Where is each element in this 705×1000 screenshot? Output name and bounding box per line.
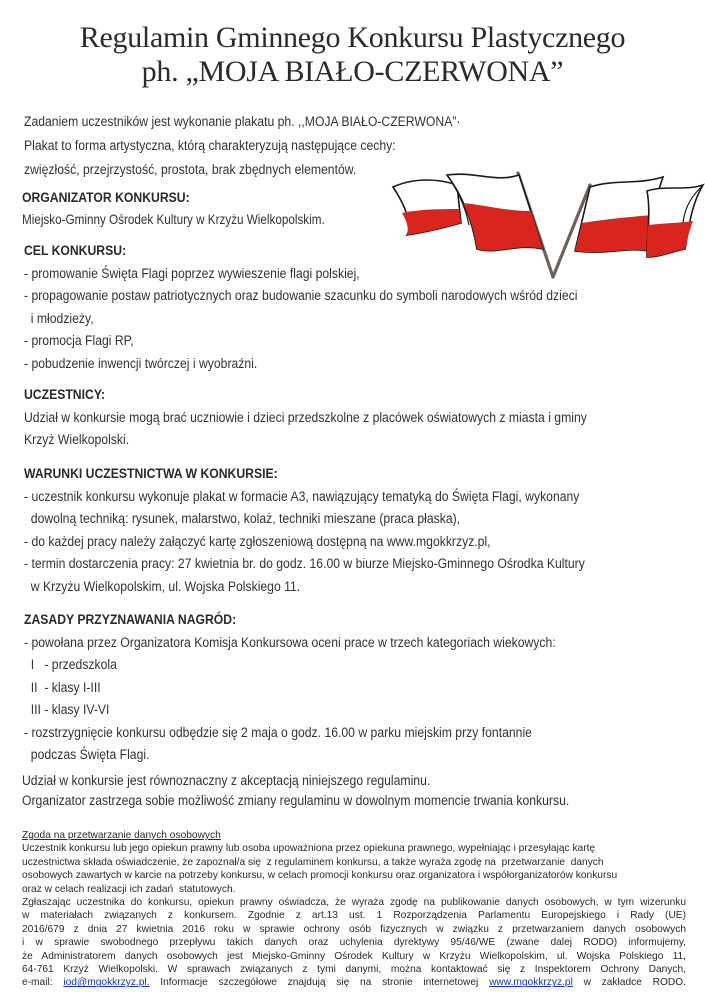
goals-item: - promocja Flagi RP, bbox=[24, 333, 134, 349]
website-link[interactable]: www.mgokkrzyz.pl bbox=[489, 977, 573, 989]
organizer-section bbox=[22, 187, 374, 231]
consent-paragraph-2 bbox=[22, 896, 686, 990]
goals-item: - propagowanie postaw patriotycznych oraz budowanie szacunku do symboli narodowych wśród dzieci bbox=[24, 288, 578, 304]
consent-line: 64-761 Krzyż Wielkopolski. W sprawach związanych z tymi danymi, można kontaktować się z Inspektorem Ochrony Danych, bbox=[22, 964, 686, 976]
consent-line: Uczestnik konkursu lub jego opiekun prawny lub osoba upoważniona przez opiekuna prawnego, wypełniając i przesyłając kartę bbox=[22, 843, 596, 855]
consent-line: Zgłaszając uczestnika do konkursu, opiekun prawny oświadcza, że wyraża zgodę na publikowanie danych osobowych, w tym wizerunku bbox=[22, 897, 686, 908]
awards-category: II - klasy I-III bbox=[24, 679, 101, 696]
closing-line: Organizator zastrzega sobie możliwość zmiany regulaminu w dowolnym momencie trwania konkursu. bbox=[22, 793, 570, 809]
document-title-line2: ph. „MOJA BIAŁO-CZERWONA” bbox=[141, 55, 564, 88]
document-title-line1: Regulamin Gminnego Konkursu Plastycznego bbox=[79, 21, 626, 54]
conditions-item: w Krzyżu Wielkopolskim, ul. Wojska Polskiego 11. bbox=[24, 578, 301, 595]
conditions-item: - termin dostarczenia pracy: 27 kwietnia br. do godz. 16.00 w biurze Miejsko-Gminnego Ośrodka Kultury bbox=[24, 556, 585, 572]
consent-line: w materiałach związanych z konkursem. Zgodnie z art.13 ust. 1 Rozporządzenia Parlamentu Europejskiego i Rady (UE) bbox=[22, 910, 686, 922]
organizer-text: Miejsko-Gminny Ośrodek Kultury w Krzyżu Wielkopolskim. bbox=[22, 212, 325, 227]
goals-item: i młodzieży, bbox=[24, 310, 94, 327]
conditions-item: - uczestnik konkursu wykonuje plakat w formacie A3, nawiązujący tematyką do Święta Flagi, wykonany bbox=[24, 488, 580, 505]
participants-text: Krzyż Wielkopolski. bbox=[24, 432, 130, 448]
info-text: Informacje szczegółowe znajdują się na stronie internetowej bbox=[160, 977, 479, 989]
awards-item: - powołana przez Organizatora Komisja Konkursowa oceni prace w trzech kategoriach wiekowych: bbox=[24, 634, 556, 651]
awards-category: I - przedszkola bbox=[24, 657, 117, 673]
closing-section bbox=[22, 771, 658, 811]
rodo-suffix: w zakładce RODO. bbox=[583, 977, 686, 989]
email-label: e-mail: bbox=[22, 977, 53, 989]
consent-line: i w sprawie swobodnego przepływu takich danych oraz uchylenia dyrektywy 95/46/WE (zwane dalej RODO) informujemy, bbox=[22, 937, 686, 949]
awards-heading: ZASADY PRZYZNAWANIA NAGRÓD: bbox=[24, 612, 237, 628]
conditions-heading: WARUNKI UCZESTNICTWA W KONKURSIE: bbox=[24, 466, 278, 482]
consent-line: że Administratorem danych osobowych jest Miejsko-Gminny Ośrodek Kultury w Krzyżu Wielkopolskim, ul. Wojska Polskiego 11, bbox=[22, 950, 686, 962]
conditions-item: - do każdej pracy należy załączyć kartę zgłoszeniową dostępną na www.mgokkrzyz.pl, bbox=[24, 533, 491, 550]
intro-line: zwięzłość, przejrzystość, prostota, brak zbędnych elementów. bbox=[24, 162, 357, 178]
consent-line: oraz w celach realizacji ich zadań statutowych. bbox=[22, 883, 236, 895]
intro-line: Plakat to forma artystyczna, którą charakteryzują następujące cechy: bbox=[24, 138, 396, 154]
awards-category: III - klasy IV-VI bbox=[24, 702, 110, 718]
consent-paragraph-1 bbox=[22, 842, 686, 896]
awards-item: podczas Święta Flagi. bbox=[24, 747, 150, 763]
organizer-heading: ORGANIZATOR KONKURSU: bbox=[22, 190, 190, 206]
conditions-item: dowolną techniką: rysunek, malarstwo, kolaż, techniki mieszane (praca płaska), bbox=[24, 511, 461, 527]
closing-line: Udział w konkursie jest równoznaczny z akceptacją niniejszego regulaminu. bbox=[22, 773, 431, 789]
awards-section bbox=[24, 609, 642, 767]
consent-heading: Zgoda na przetwarzanie danych osobowych bbox=[22, 830, 221, 841]
consent-line: 2016/679 z dnia 27 kwietnia 2016 roku w sprawie ochrony osób fizycznych w związku z przetwarzaniem danych osobowych bbox=[22, 923, 686, 935]
consent-line: uczestnictwa składa oświadczenie, że zapoznał/a się z regulaminem konkursu, a także wyraża zgodę na przetwarzanie danych bbox=[22, 856, 604, 868]
awards-item: - rozstrzygnięcie konkursu odbędzie się 2 maja o godz. 16.00 w parku miejskim przy fontannie bbox=[24, 724, 532, 741]
participants-section bbox=[24, 384, 678, 452]
conditions-section bbox=[24, 463, 676, 598]
email-link[interactable]: iod@mgokkrzyz.pl. bbox=[63, 977, 150, 989]
consent-section bbox=[22, 829, 686, 896]
goals-item: - pobudzenie inwencji twórczej i wyobraźni. bbox=[24, 355, 258, 372]
consent-line: osobowych zawartych w karcie na potrzeby konkursu, w celach promocji konkursu oraz organizatora i współorganizatorów konkursu bbox=[22, 870, 618, 882]
consent-contact-line bbox=[22, 976, 686, 989]
intro-line: Zadaniem uczestników jest wykonanie plakatu ph. ,,MOJA BIAŁO-CZERWONA”· bbox=[24, 114, 461, 130]
participants-text: Udział w konkursie mogą brać uczniowie i dzieci przedszkolne z placówek oświatowych z miasta i gminy bbox=[24, 409, 587, 426]
participants-heading: UCZESTNICY: bbox=[24, 387, 106, 403]
goals-heading: CEL KONKURSU: bbox=[24, 243, 127, 259]
goals-section bbox=[24, 240, 668, 375]
goals-item: - promowanie Święta Flagi poprzez wywieszenie flagi polskiej, bbox=[24, 265, 360, 282]
